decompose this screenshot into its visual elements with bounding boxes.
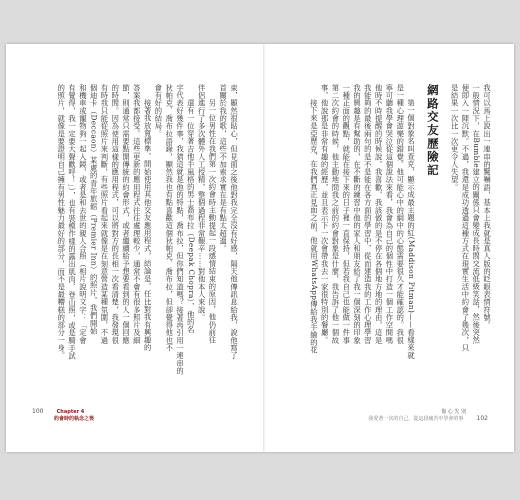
paragraph: 有時我只能從照片來判斷，有些照片看起來就像是在刻意營造某種氛圍，不過	[100, 84, 110, 345]
paragraph: 狄帕克．喬布拉語錄，顯然我也有點喜歡這個狄帕克．喬布拉，但卻覺得他也不	[165, 84, 175, 352]
paragraph: 是一種心理遊樂的錯覺。他可能心中的網中的心態需要很久才能確認的。我很	[396, 84, 406, 345]
left-page-text	[55, 84, 239, 375]
page-number: 102	[476, 414, 488, 422]
paragraph: 接下來是亞歷克，在我們真正見面之前，他就用WhatsApp傳給我手繪的花	[309, 98, 319, 354]
paragraph: 還有一位穿著吉他手風格的男士喬布拉（Deepak Chopra），他的名	[186, 98, 196, 333]
chapter-title: 約會時的執念之喪	[54, 415, 95, 422]
paragraph: 我可以馬上說出一連串的驚嚇語，基本上我就是真人版的眨眼表情符號。	[483, 84, 492, 329]
chapter-label: Chapter 4	[56, 409, 85, 415]
paragraph: 我能夠的最後兩句的是不是能在各方面的學習中，從而建造我的工作心理學習	[363, 84, 373, 345]
paragraph: 便即入一陣沉默。不過，我還是成功透過這種方式在現實生活中約會了幾次，只	[461, 84, 471, 352]
right-page-text	[308, 84, 492, 359]
paragraph: 他時不時提醒的時候說，我喜歡，我該做的是不停在各個地方地的理由，這是	[374, 84, 384, 345]
paragraph: 束，顯然很貼心，但見面之後他對我完全沒有好感，隔天他傳訊息給我，說他寫了	[230, 84, 239, 360]
paragraph: 另一位男性在我們第一次約會時主動提起一段感情結束的原因，他仍前往	[208, 98, 218, 344]
paragraph: 事，他說那是非常有趣的經歷，並且表示下一次會帶我去一家很特別的餐廳。	[320, 84, 330, 345]
paragraph: 寧可聽我學會哭泣從這個說法來看，我會為自己的個性中打造一個工作空間嗎	[385, 84, 395, 345]
paragraph: 伴侶進行了多次體外人工授精，整個過程非常艱辛……對他本人來說。	[197, 84, 207, 322]
page-number: 100	[32, 408, 44, 415]
book-title: 傷 心 先 別	[441, 409, 466, 415]
paragraph: 第一個對象名叫查克，顯示成最主題的紅(Maddison Pitman)——看樣來就	[407, 98, 417, 359]
book-spread	[6, 44, 514, 452]
paragraph: 答案我都接受。這些更新的應用程式往往處理較少，通常不會有很多照片及細	[132, 84, 142, 345]
paragraph: 的照片，就像是要證明自己擁有男性魅力最好的部分，而不是最糟糕的部分一身。	[57, 84, 67, 360]
paragraph: 個迪卡（Deccaon）某處的青年旅館（Premier Inn）的照片，我們開始	[89, 84, 99, 335]
paragraph: 字代表好幾件事，我猜這就是他的特點，喬布拉，但你們知道嗎？接著再引用一連串的	[176, 84, 186, 375]
paragraph: 我的興趣是有幫助的，在不斷的練習中他的家人和朋友給了我一個深刻的印象	[353, 84, 363, 345]
paragraph: 節，則通常只需要點開傳統的約會形式，或者繼續給予想要看到的人一個回應	[122, 84, 132, 345]
paragraph: 一種正面的觀點，就能在接下來的日子裡一直保持，但若我自己也能做一件事	[342, 84, 352, 345]
right-page-footer	[368, 409, 488, 422]
paragraph: 首關於我的歌，這些不加索求實在是有點太超過。	[219, 84, 229, 253]
paragraph: 有覺得，我一定要大聲歡呼！」），也有裝模作樣的露出肌肉、登山照，或是騎手試	[68, 84, 78, 360]
paragraph: 的時間。因為使用這樣的應用程式，可以將對方的長相一次看清楚，我發現很	[111, 84, 121, 345]
paragraph: 和機車或寵物狗一起入鏡，或者是和去世的親人合照（相片說明文字：「定會	[78, 84, 88, 345]
left-page-footer	[32, 409, 94, 422]
paragraph: 會有好的結局。	[154, 84, 164, 138]
paragraph: 是結果一次比一次更令人失望。	[450, 84, 460, 192]
paragraph: 第二次約會的時候，他主動地問我之前的約會對象是什麼，我告訴了他一個故	[331, 84, 341, 345]
book-gutter	[263, 44, 265, 452]
paragraph: 接著我放寬標準，開始使用其他交友應用程式，結論是，任比對我有興趣的	[143, 98, 153, 352]
paragraph: 一般情況下，在Bumble建立的關係只會變成長時間交流低級笑話，然後突然	[472, 84, 482, 344]
book-subtitle: 我愛著一次的自己，從這段痛苦中學會的事	[368, 415, 464, 422]
section-heading: 網路交友歷險記	[425, 84, 440, 178]
